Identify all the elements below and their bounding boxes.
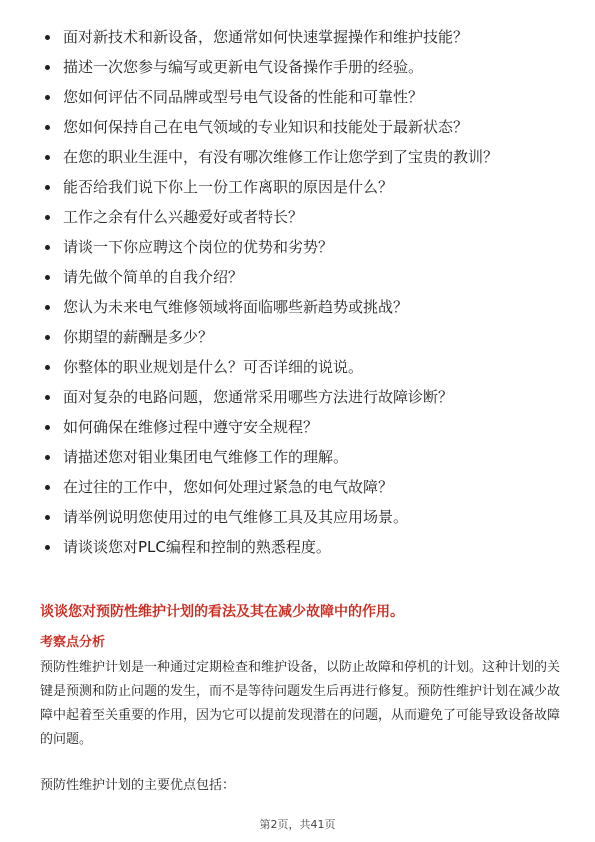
question-item [0,296,595,318]
question-text: 在您的职业生涯中，有没有哪次维修工作让您学到了宝贵的教训？ [63,148,499,166]
advantages-intro: 预防性维护计划的主要优点包括： [40,778,236,793]
analysis-label: 考察点分析 [40,635,106,650]
question-text: 请谈一下你应聘这个岗位的优势和劣势？ [63,238,334,256]
bullet-icon [45,245,50,250]
bullet-icon [45,95,50,100]
question-text: 你期望的薪酬是多少？ [63,328,214,346]
bullet-icon [45,485,50,490]
question-item [0,536,595,558]
question-item [0,86,595,108]
bullet-icon [45,365,50,370]
bullet-icon [45,395,50,400]
bullet-icon [45,155,50,160]
bullet-icon [45,275,50,280]
bullet-icon [45,65,50,70]
question-text: 您如何评估不同品牌或型号电气设备的性能和可靠性？ [63,88,424,106]
question-text: 如何确保在维修过程中遵守安全规程？ [63,418,319,436]
question-item [0,446,595,468]
question-item [0,176,595,198]
question-item [0,506,595,528]
question-item [0,356,595,378]
question-text: 请先做个简单的自我介绍？ [63,268,244,286]
question-text: 面对复杂的电路问题，您通常采用哪些方法进行故障诊断？ [63,388,454,406]
question-text: 你整体的职业规划是什么？可否详细的说说。 [63,358,364,376]
bullet-icon [45,425,50,430]
bullet-icon [45,335,50,340]
question-item [0,116,595,138]
bullet-icon [45,125,50,130]
question-text: 能否给我们说下你上一份工作离职的原因是什么？ [63,178,394,196]
page-footer: 第2页，共41页 [259,818,336,831]
question-text: 您认为未来电气维修领域将面临哪些新趋势或挑战？ [63,298,409,316]
analysis-paragraph: 预防性维护计划是一种通过定期检查和维护设备，以防止故障和停机的计划。这种计划的关键是预测和防止问题的发生，而不是等待问题发生后再进行修复。预防性维护计划在减少故障中起着至关重要的作用，因为它可以提前发现潜在的问题，从而避免了可能导致设备故障的问题。 [40,660,561,747]
question-item [0,236,595,258]
bullet-icon [45,35,50,40]
question-item [0,326,595,348]
question-item [0,26,595,48]
bullet-icon [45,455,50,460]
question-item [0,56,595,78]
question-item [0,266,595,288]
question-list [0,26,595,566]
question-text: 您如何保持自己在电气领域的专业知识和技能处于最新状态？ [63,118,469,136]
question-text: 面对新技术和新设备，您通常如何快速掌握操作和维护技能？ [63,28,469,46]
question-text: 请描述您对钼业集团电气维修工作的理解。 [63,448,349,466]
question-item [0,146,595,168]
question-text: 请举例说明您使用过的电气维修工具及其应用场景。 [63,508,409,526]
section-title: 谈谈您对预防性维护计划的看法及其在减少故障中的作用。 [40,604,404,620]
bullet-icon [45,545,50,550]
question-item [0,416,595,438]
bullet-icon [45,305,50,310]
question-item [0,386,595,408]
question-item [0,476,595,498]
question-text: 工作之余有什么兴趣爱好或者特长？ [63,208,304,226]
question-text: 在过往的工作中，您如何处理过紧急的电气故障？ [63,478,394,496]
question-text: 请谈谈您对PLC编程和控制的熟悉程度。 [63,538,331,556]
bullet-icon [45,515,50,520]
question-item [0,206,595,228]
bullet-icon [45,185,50,190]
question-text: 描述一次您参与编写或更新电气设备操作手册的经验。 [63,58,424,76]
bullet-icon [45,215,50,220]
